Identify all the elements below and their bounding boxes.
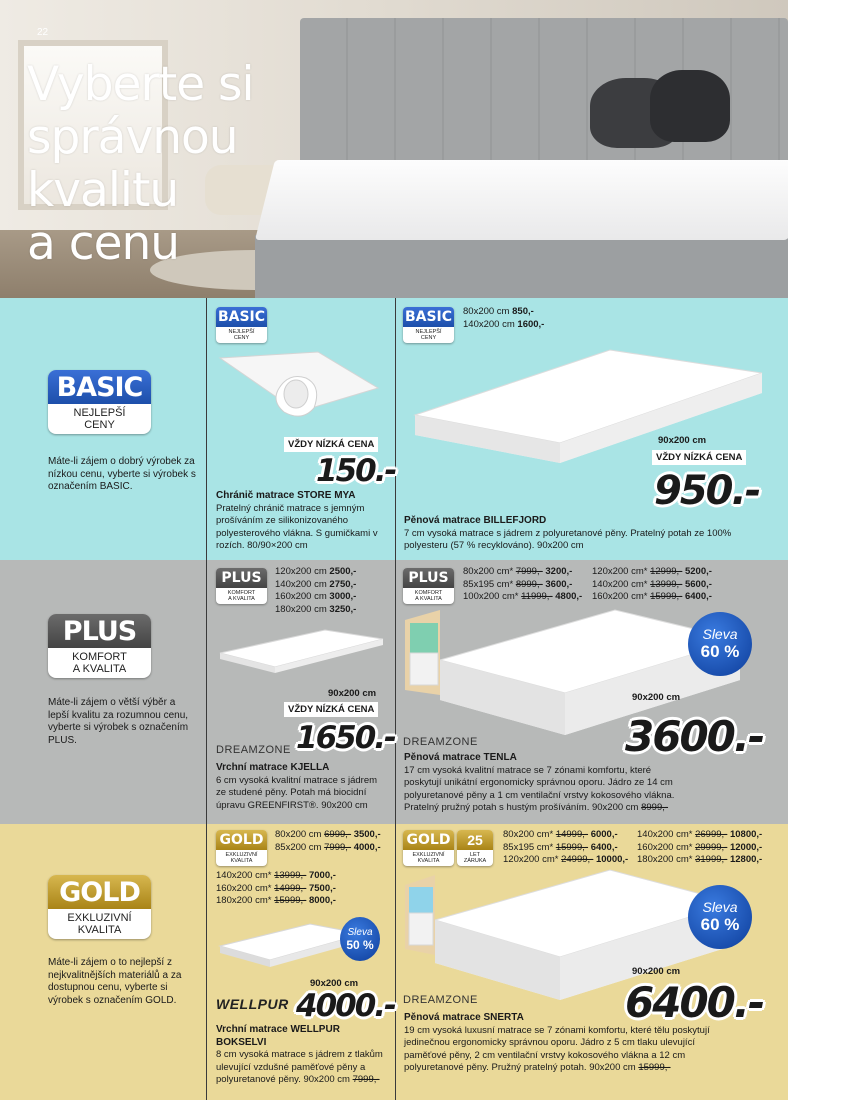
plus-badge-small xyxy=(403,568,454,604)
brand-logo: WELLPUR xyxy=(216,996,289,1012)
badge-line: CENY xyxy=(84,419,115,431)
price-row: 100x200 cm* 11999,- 4800,- xyxy=(463,591,583,602)
size-label: 90x200 cm xyxy=(632,966,681,977)
gold-description: Máte-li zájem o to nejlepší z nejkvalitnějších materiálů a za dostupnou cenu, vyberte si výrobek s označením GOLD. xyxy=(48,957,182,1006)
product-price: 3600.- xyxy=(625,712,764,761)
product-details: 8 cm vysoká matrace s jádrem z tlakům ulevující vzdušné paměťové pěny a polyuretanové pěny. 90x200 cm xyxy=(216,1049,383,1085)
old-price: 7999,- xyxy=(352,1074,380,1085)
product-details: Pratelný chránič matrace s jemným prošíváním ze silikonizovaného polyesterového vlákna. S gumičkami v rozích. 80/90×200 cm xyxy=(216,502,378,551)
basic-badge-small xyxy=(403,307,454,343)
badge-line: A KVALITA xyxy=(72,663,127,675)
price-row: 140x200 cm 1600,- xyxy=(463,318,545,330)
badge-line: KVALITA xyxy=(417,858,440,864)
price-row: 180x200 cm* 31999,- 12800,- xyxy=(637,854,763,865)
size-price-list-top xyxy=(275,829,381,854)
badge-line: EXKLUZIVNÍ xyxy=(225,852,258,858)
price-row: 85x195 cm* 8999,- 3600,- xyxy=(463,578,573,590)
old-price: 8999,- xyxy=(641,802,669,813)
price-row: 85x200 cm 7999,- 4000,- xyxy=(275,841,381,853)
discount-badge xyxy=(688,885,752,949)
hero-image xyxy=(0,0,788,298)
page-title xyxy=(27,58,254,270)
product-details: 7 cm vysoká matrace s jádrem z polyuretanové pěny. Pratelný potah ze 100% polyesteru (57 % recyklováno). 90x200 cm xyxy=(404,527,732,551)
topper-image xyxy=(215,625,385,675)
price-row: 120x200 cm* 12999,- 5200,- xyxy=(592,566,712,577)
hero-bed-base xyxy=(255,235,788,298)
product-description xyxy=(404,515,774,553)
warranty-badge xyxy=(457,830,493,866)
product-price: 150.- xyxy=(316,453,396,489)
size-label: 90x200 cm xyxy=(632,692,681,703)
title-line: a cenu xyxy=(27,216,180,271)
mattress-protector-image xyxy=(218,350,380,420)
product-name: Pěnová matrace SNERTA xyxy=(404,1012,524,1023)
badge-line: CENY xyxy=(420,335,437,341)
badge-line: KOMFORT xyxy=(72,651,127,663)
brand-logo: DREAMZONE xyxy=(216,744,291,756)
product-name: Chránič matrace STORE MYA xyxy=(216,490,356,501)
badge-subtitle xyxy=(403,850,454,866)
plus-badge xyxy=(48,614,151,678)
product-name: Vrchní matrace WELLPUR BOKSELVI xyxy=(216,1024,340,1048)
discount-value: 60 % xyxy=(700,642,740,661)
discount-badge xyxy=(340,917,380,961)
size-label: 90x200 cm xyxy=(658,435,707,446)
product-description xyxy=(216,762,388,812)
product-price: 950.- xyxy=(654,468,760,514)
discount-value: 50 % xyxy=(346,937,374,952)
badge-line: KVALITA xyxy=(230,858,253,864)
size-price-list-right xyxy=(592,566,712,604)
price-row: 80x200 cm* 14999,- 6000,- xyxy=(503,829,618,840)
price-row: 160x200 cm* 14999,- 7500,- xyxy=(216,882,336,894)
column-divider xyxy=(206,298,207,1100)
badge-subtitle xyxy=(216,327,267,343)
price-row: 80x200 cm 850,- xyxy=(463,306,534,317)
warranty-line: ZÁRUKA xyxy=(463,858,487,864)
warranty-line: LET xyxy=(469,852,481,858)
size-price-list xyxy=(275,566,356,616)
badge-line: NEJLEPŠÍ xyxy=(415,329,442,335)
price-row: 160x200 cm 3000,- xyxy=(275,591,357,602)
always-low-price-label: VŽDY NÍZKÁ CENA xyxy=(652,450,746,465)
size-price-list-bottom xyxy=(216,870,336,908)
product-description xyxy=(216,490,386,553)
badge-title: BASIC xyxy=(217,309,266,325)
size-price-list-left xyxy=(463,566,582,604)
old-price: 15999,- xyxy=(638,1062,671,1073)
badge-line: EXKLUZIVNÍ xyxy=(67,912,132,924)
badge-title: PLUS xyxy=(48,614,151,648)
badge-title: GOLD xyxy=(48,875,151,909)
basic-badge-small xyxy=(216,307,267,343)
discount-value: 60 % xyxy=(700,915,740,934)
price-row: 140x200 cm* 13999,- 5600,- xyxy=(592,578,712,590)
title-line: Vyberte si xyxy=(27,57,254,112)
badge-title: BASIC xyxy=(48,370,151,404)
badge-line: KOMFORT xyxy=(227,590,256,596)
size-label: 90x200 cm xyxy=(328,688,377,699)
badge-subtitle xyxy=(216,850,267,866)
badge-subtitle xyxy=(403,588,454,604)
badge-line: KOMFORT xyxy=(414,590,443,596)
badge-subtitle xyxy=(216,588,267,604)
badge-title: BASIC xyxy=(404,309,453,325)
gold-badge-small xyxy=(216,830,267,866)
badge-title: GOLD xyxy=(403,830,454,850)
badge-subtitle xyxy=(48,909,151,939)
product-name: Vrchní matrace KJELLA xyxy=(216,762,330,773)
gold-badge-small xyxy=(403,830,454,866)
plus-description: Máte-li zájem o větší výběr a lepší kvalitu za rozumnou cenu, vyberte si výrobek s označením PLUS. xyxy=(48,697,189,746)
basic-badge xyxy=(48,370,151,434)
brand-logo: DREAMZONE xyxy=(403,736,478,748)
page-number: 22 xyxy=(37,27,49,38)
price-row: 160x200 cm* 29999,- 12000,- xyxy=(637,841,763,853)
badge-subtitle xyxy=(48,404,151,434)
price-row: 180x200 cm 3250,- xyxy=(275,603,357,615)
product-details: 19 cm vysoká luxusní matrace se 7 zónami komfortu, které tělu poskytují jedinečnou ergonomicky správnou oporu. Jádro z 5 cm tlaku ulevující paměťové pěny, 2 cm ventilační vrstvy kokosového vlákna a 12 cm polyuretanové pěny. Pružný pratelný potah. 90x200 cm xyxy=(404,1024,710,1073)
title-line: kvalitu xyxy=(27,163,179,218)
price-row: 80x200 cm* 7999,- 3200,- xyxy=(463,566,573,577)
badge-line: NEJLEPŠÍ xyxy=(73,407,126,419)
badge-line: A KVALITA xyxy=(228,596,255,602)
badge-line: A KVALITA xyxy=(415,596,442,602)
foam-mattress-image xyxy=(410,345,765,465)
gold-badge xyxy=(48,875,151,939)
price-row: 160x200 cm* 15999,- 6400,- xyxy=(592,591,712,602)
product-description xyxy=(404,1012,714,1075)
hero-pillow xyxy=(650,70,730,142)
basic-description: Máte-li zájem o dobrý výrobek za nízkou cenu, vyberte si výrobek s označením BASIC. xyxy=(48,456,196,492)
price-row: 85x195 cm* 15999,- 6400,- xyxy=(503,841,618,853)
product-details: 17 cm vysoká kvalitní matrace se 7 zónami komfortu, které poskytují unikátní ergonomicky správnou oporu. Jádro ze 14 cm polyuretanové pěny a 1 cm ventilační vrstvy kokosového vlákna. Pratelný pružný potah s hustým prošíváním. 90x200 cm xyxy=(404,764,675,813)
badge-title: PLUS xyxy=(216,568,267,588)
product-name: Pěnová matrace TENLA xyxy=(404,752,517,763)
badge-line: EXKLUZIVNÍ xyxy=(412,852,445,858)
discount-word: Sleva xyxy=(347,926,373,938)
price-row: 120x200 cm* 24999,- 10000,- xyxy=(503,854,629,865)
product-price: 6400.- xyxy=(625,978,764,1027)
price-row: 120x200 cm 2500,- xyxy=(275,566,357,577)
always-low-price-label: VŽDY NÍZKÁ CENA xyxy=(284,702,378,717)
price-row: 180x200 cm* 15999,- 8000,- xyxy=(216,895,336,906)
product-price: 1650.- xyxy=(296,720,395,756)
badge-title: PLUS xyxy=(403,568,454,588)
badge-subtitle xyxy=(48,648,151,678)
badge-line: CENY xyxy=(233,335,250,341)
column-divider xyxy=(395,298,396,1100)
badge-line: KVALITA xyxy=(77,924,122,936)
warranty-subtitle xyxy=(457,850,493,866)
price-row: 140x200 cm* 13999,- 7000,- xyxy=(216,870,336,881)
product-description xyxy=(404,752,682,815)
product-description xyxy=(216,1024,388,1087)
size-price-list-right xyxy=(637,829,762,867)
product-price: 4000.- xyxy=(296,988,395,1024)
product-details: 6 cm vysoká kvalitní matrace s jádrem ze studené pěny. Potah má biocidní úpravu GREENFIRST®. 90x200 cm xyxy=(216,774,378,811)
always-low-price-label: VŽDY NÍZKÁ CENA xyxy=(284,437,378,452)
discount-word: Sleva xyxy=(702,899,738,915)
badge-title: GOLD xyxy=(216,830,267,850)
plus-badge-small xyxy=(216,568,267,604)
badge-line: NEJLEPŠÍ xyxy=(228,329,255,335)
hero-mattress xyxy=(255,160,788,240)
warranty-years: 25 xyxy=(457,830,493,850)
title-line: správnou xyxy=(27,110,238,165)
price-row: 140x200 cm 2750,- xyxy=(275,578,357,590)
discount-word: Sleva xyxy=(702,626,738,642)
brand-logo: DREAMZONE xyxy=(403,994,478,1006)
size-price-list xyxy=(463,306,544,331)
discount-badge xyxy=(688,612,752,676)
badge-subtitle xyxy=(403,327,454,343)
price-row: 140x200 cm* 26999,- 10800,- xyxy=(637,829,763,840)
product-name: Pěnová matrace BILLEFJORD xyxy=(404,515,547,526)
size-price-list-left xyxy=(503,829,628,867)
size-label: 90x200 cm xyxy=(310,978,359,989)
price-row: 80x200 cm 6999,- 3500,- xyxy=(275,829,381,840)
